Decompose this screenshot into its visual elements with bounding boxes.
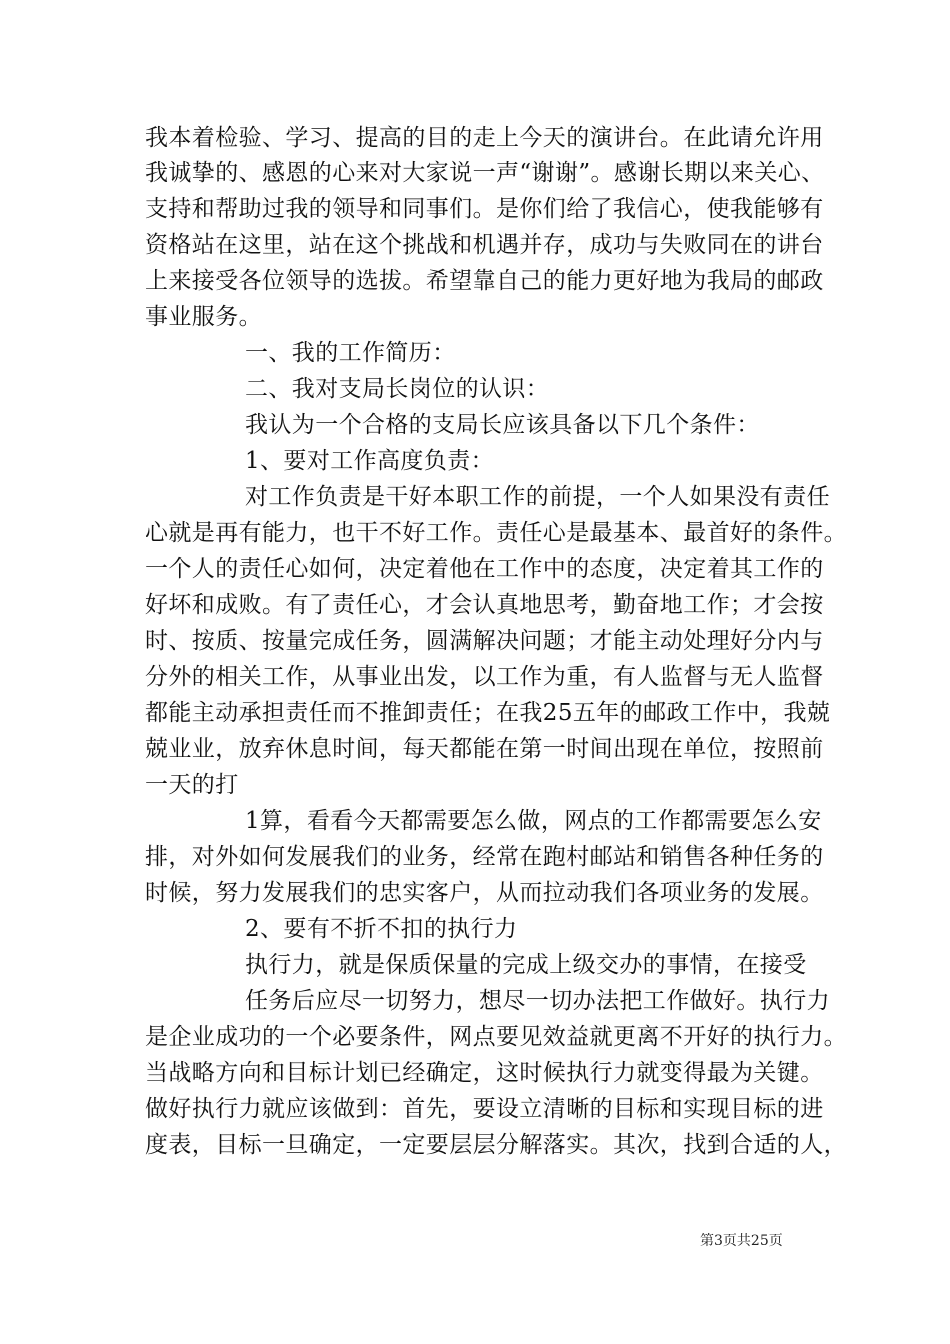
body-line: 1算，看看今天都需要怎么做，网点的工作都需要怎么安 <box>245 808 822 834</box>
body-line: 好坏和成败。有了责任心，才会认真地思考，勤奋地工作；才会按 <box>145 592 824 618</box>
body-line: 心就是再有能力，也干不好工作。责任心是最基本、最首好的条件。 <box>145 520 847 546</box>
body-line: 事业服务。 <box>145 304 262 330</box>
body-line: 任务后应尽一切努力，想尽一切办法把工作做好。执行力 <box>245 988 830 1014</box>
body-line: 时、按质、按量完成任务，圆满解决问题；才能主动处理好分内与 <box>145 628 824 654</box>
body-line: 我本着检验、学习、提高的目的走上今天的演讲台。在此请允许用 <box>145 125 824 151</box>
body-line: 做好执行力就应该做到：首先，要设立清晰的目标和实现目标的进 <box>145 1096 824 1122</box>
body-line: 是企业成功的一个必要条件，网点要见效益就更离不开好的执行力。 <box>145 1024 847 1050</box>
subsection-heading: 2、要有不折不扣的执行力 <box>245 916 518 942</box>
body-line: 我认为一个合格的支局长应该具备以下几个条件： <box>245 412 760 438</box>
body-line: 排，对外如何发展我们的业务，经常在跑村邮站和销售各种任务的 <box>145 844 824 870</box>
body-line: 一天的打 <box>145 772 239 798</box>
body-line: 都能主动承担责任而不推卸责任；在我25五年的邮政工作中，我兢 <box>145 700 831 726</box>
body-line: 兢业业，放弃休息时间，每天都能在第一时间出现在单位，按照前 <box>145 736 824 762</box>
section-heading: 二、我对支局长岗位的认识： <box>245 376 550 402</box>
section-heading: 一、我的工作简历： <box>245 340 456 366</box>
body-line: 我诚挚的、感恩的心来对大家说一声“谢谢”。感谢长期以来关心、 <box>145 160 825 186</box>
body-line: 执行力，就是保质保量的完成上级交办的事情，在接受 <box>245 952 807 978</box>
body-line: 当战略方向和目标计划已经确定，这时候执行力就变得最为关键。 <box>145 1060 824 1086</box>
page-number-footer: 第3页共25页 <box>700 1233 783 1249</box>
body-line: 资格站在这里，站在这个挑战和机遇并存，成功与失败同在的讲台 <box>145 232 824 258</box>
body-line: 时候，努力发展我们的忠实客户，从而拉动我们各项业务的发展。 <box>145 880 824 906</box>
body-line: 分外的相关工作，从事业出发，以工作为重，有人监督与无人监督 <box>145 664 824 690</box>
body-line: 度表，目标一旦确定，一定要层层分解落实。其次，找到合适的人， <box>145 1132 847 1158</box>
body-line: 一个人的责任心如何，决定着他在工作中的态度，决定着其工作的 <box>145 556 824 582</box>
subsection-heading: 1、要对工作高度负责： <box>245 448 495 474</box>
body-line: 对工作负责是干好本职工作的前提，一个人如果没有责任 <box>245 484 830 510</box>
body-line: 上来接受各位领导的选拔。希望靠自己的能力更好地为我局的邮政 <box>145 268 824 294</box>
body-line: 支持和帮助过我的领导和同事们。是你们给了我信心，使我能够有 <box>145 196 824 222</box>
